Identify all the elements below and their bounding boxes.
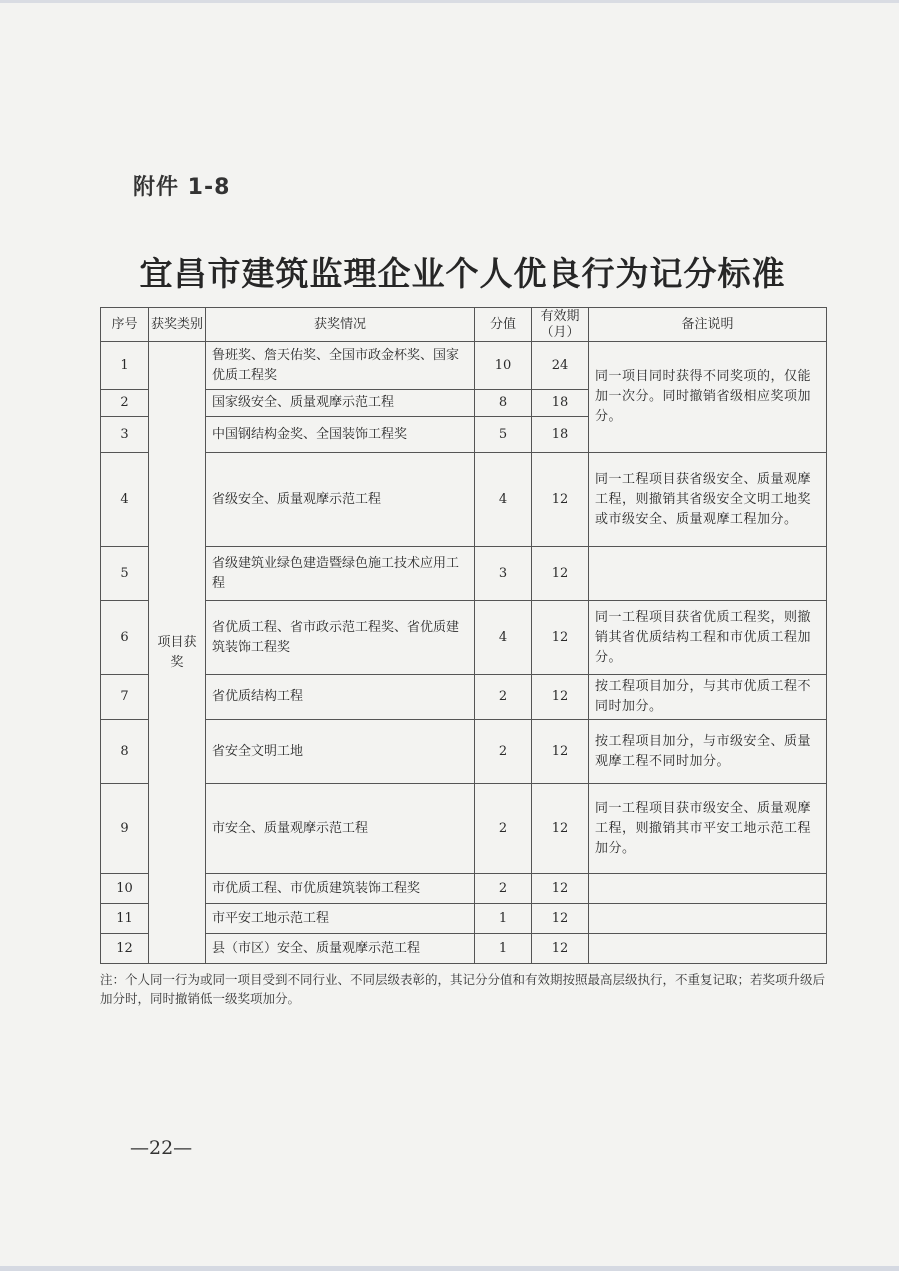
row-no: 3: [101, 417, 149, 453]
header-no: 序号: [101, 308, 149, 342]
table-row: [101, 675, 827, 720]
row-score: 2: [475, 874, 532, 904]
row-score: 1: [475, 904, 532, 934]
row-no: 9: [101, 784, 149, 874]
row-no: 8: [101, 720, 149, 784]
table-row: [101, 720, 827, 784]
row-award: 中国钢结构金奖、全国装饰工程奖: [206, 417, 475, 453]
header-award: 获奖情况: [206, 308, 475, 342]
table-row: [101, 342, 827, 390]
row-award: 省级建筑业绿色建造暨绿色施工技术应用工程: [206, 547, 475, 601]
row-score: 1: [475, 934, 532, 964]
row-remark: [589, 934, 827, 964]
attachment-label: 附件 1-8: [133, 175, 231, 200]
row-validity: 12: [532, 874, 589, 904]
row-award: 省优质工程、省市政示范工程奖、省优质建筑装饰工程奖: [206, 601, 475, 675]
row-score: 2: [475, 784, 532, 874]
row-validity: 12: [532, 601, 589, 675]
row-score: 3: [475, 547, 532, 601]
row-remark: [589, 547, 827, 601]
document-title: 宜昌市建筑监理企业个人优良行为记分标准: [139, 254, 786, 293]
table-row: [101, 547, 827, 601]
row-validity: 18: [532, 390, 589, 417]
table-row: [101, 904, 827, 934]
row-validity: 12: [532, 904, 589, 934]
row-remark: 按工程项目加分，与市级安全、质量观摩工程不同时加分。: [589, 720, 827, 784]
row-validity: 12: [532, 547, 589, 601]
header-remark: 备注说明: [589, 308, 827, 342]
row-remark: [589, 874, 827, 904]
row-no: 6: [101, 601, 149, 675]
row-award: 国家级安全、质量观摩示范工程: [206, 390, 475, 417]
row-award: 市优质工程、市优质建筑装饰工程奖: [206, 874, 475, 904]
header-score: 分值: [475, 308, 532, 342]
table-row: [101, 784, 827, 874]
row-score: 2: [475, 720, 532, 784]
row-score: 8: [475, 390, 532, 417]
table-row: [101, 934, 827, 964]
row-remark: 按工程项目加分，与其市优质工程不同时加分。: [589, 675, 827, 720]
row-remark: [589, 904, 827, 934]
row-score: 10: [475, 342, 532, 390]
row-validity: 12: [532, 934, 589, 964]
row-no: 7: [101, 675, 149, 720]
row-validity: 12: [532, 675, 589, 720]
row-no: 5: [101, 547, 149, 601]
table-row: [101, 601, 827, 675]
row-no: 2: [101, 390, 149, 417]
row-no: 1: [101, 342, 149, 390]
row-remark: 同一工程项目获省级安全、质量观摩工程，则撤销其省级安全文明工地奖或市级安全、质量观摩工程加分。: [589, 453, 827, 547]
table-header-row: [101, 308, 827, 342]
category-cell: 项目获奖: [149, 342, 206, 964]
row-award: 省级安全、质量观摩示范工程: [206, 453, 475, 547]
header-category: 获奖类别: [149, 308, 206, 342]
scan-bottom-edge: [0, 1266, 899, 1271]
row-award: 市平安工地示范工程: [206, 904, 475, 934]
scan-top-edge: [0, 0, 899, 3]
scoring-table: [100, 307, 827, 964]
row-no: 4: [101, 453, 149, 547]
row-no: 12: [101, 934, 149, 964]
row-validity: 12: [532, 720, 589, 784]
row-score: 4: [475, 601, 532, 675]
row-no: 10: [101, 874, 149, 904]
row-remark: 同一工程项目获市级安全、质量观摩工程，则撤销其市平安工地示范工程加分。: [589, 784, 827, 874]
page-number: —22—: [130, 1137, 193, 1159]
row-score: 2: [475, 675, 532, 720]
row-remark: 同一项目同时获得不同奖项的，仅能加一次分。同时撤销省级相应奖项加分。: [589, 342, 827, 453]
row-validity: 12: [532, 784, 589, 874]
table-footnote: 注：个人同一行为或同一项目受到不同行业、不同层级表彰的，其记分分值和有效期按照最高层级执行，不重复记取；若奖项升级后加分时，同时撤销低一级奖项加分。: [100, 972, 826, 1006]
row-no: 11: [101, 904, 149, 934]
row-validity: 24: [532, 342, 589, 390]
row-remark: 同一工程项目获省优质工程奖，则撤销其省优质结构工程和市优质工程加分。: [589, 601, 827, 675]
row-award: 市安全、质量观摩示范工程: [206, 784, 475, 874]
row-award: 省安全文明工地: [206, 720, 475, 784]
row-score: 5: [475, 417, 532, 453]
row-score: 4: [475, 453, 532, 547]
row-award: 县（市区）安全、质量观摩示范工程: [206, 934, 475, 964]
row-validity: 12: [532, 453, 589, 547]
row-award: 鲁班奖、詹天佑奖、全国市政金杯奖、国家优质工程奖: [206, 342, 475, 390]
row-award: 省优质结构工程: [206, 675, 475, 720]
header-validity: 有效期（月）: [532, 308, 589, 342]
table-row: [101, 453, 827, 547]
row-validity: 18: [532, 417, 589, 453]
table-row: [101, 874, 827, 904]
